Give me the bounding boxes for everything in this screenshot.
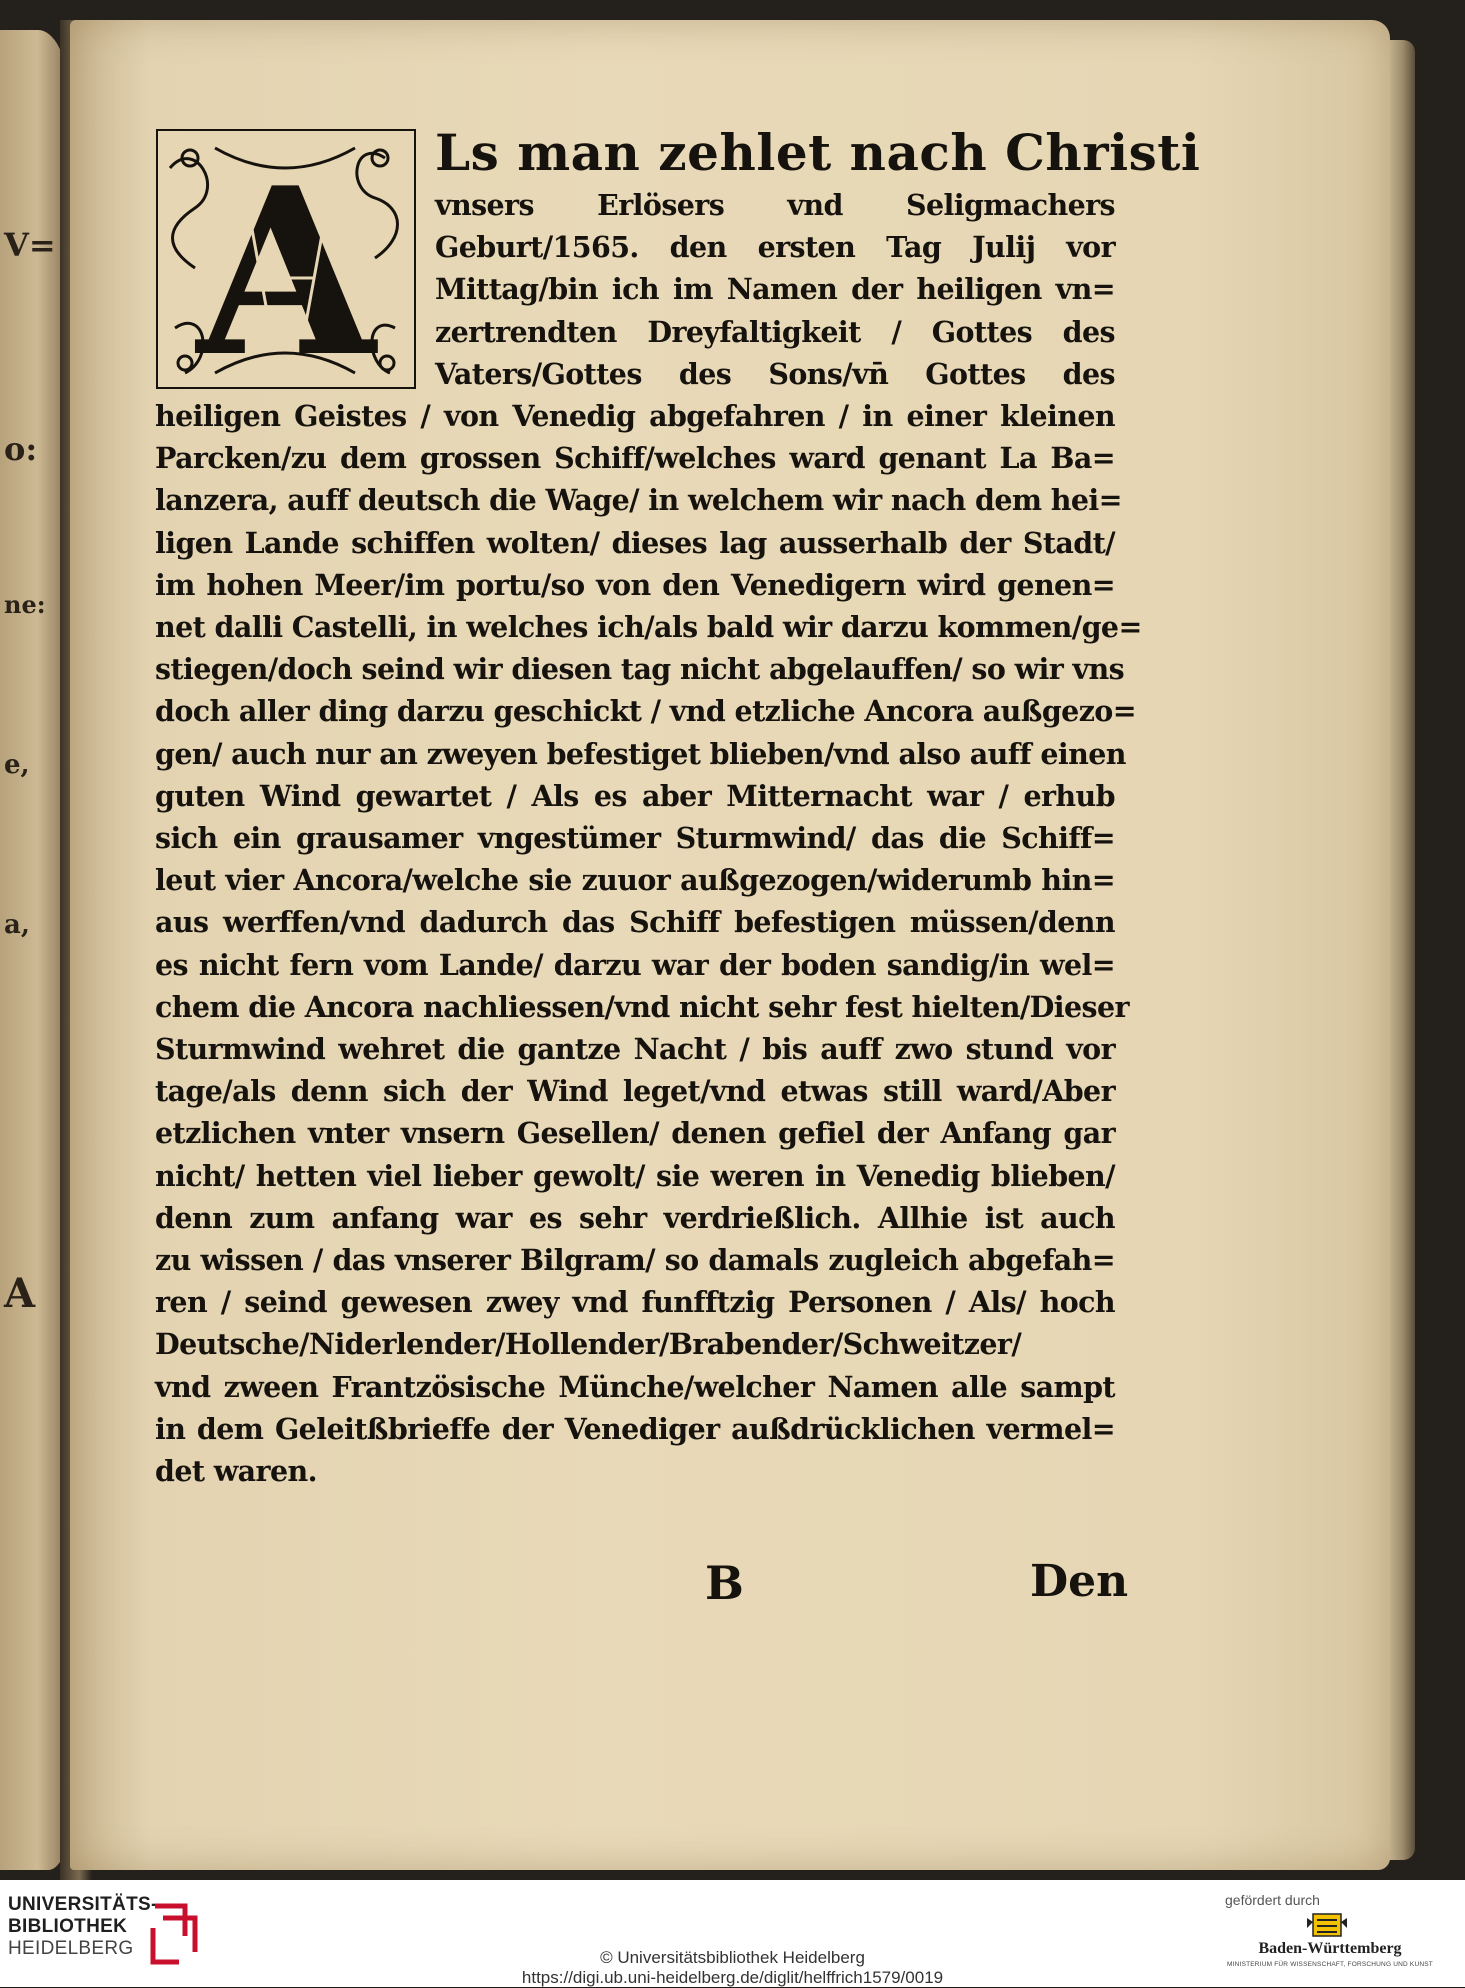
text-line: net dalli Castelli, in welches ich/als bald wir darzu kommen/ge=: [155, 610, 1142, 644]
text-line: vnsers Erlösers vnd Seligmachers: [435, 188, 1115, 222]
text-line: stiegen/doch seind wir diesen tag nicht abgelauffen/ so wir vns: [155, 652, 1125, 687]
margin-fragment: V=: [4, 226, 56, 264]
text-line: zertrendten Dreyfaltigkeit / Gottes des: [435, 314, 1115, 349]
catchword: Den: [1030, 1556, 1129, 1607]
library-name-line: BIBLIOTHEK: [8, 1916, 128, 1937]
funder-ministry: MINISTERIUM FÜR WISSENSCHAFT, FORSCHUNG UND KUNST: [1227, 1961, 1433, 1968]
text-line: ren / seind gewesen zwey vnd funfftzig Personen / Als/ hoch: [155, 1285, 1115, 1320]
text-line: nicht/ hetten viel lieber gewolt/ sie weren in Venedig blieben/: [155, 1158, 1115, 1193]
funded-by-label: gefördert durch: [1225, 1892, 1320, 1908]
text-line: gen/ auch nur an zweyen befestiget blieben/vnd also auff einen: [155, 736, 1126, 771]
text-line: denn zum anfang war es sehr verdrießlich. Allhie ist auch: [155, 1200, 1115, 1235]
text-line: vnd zween Frantzösische Münche/welcher Namen alle sampt: [155, 1369, 1115, 1404]
text-line: Ls man zehlet nach Christi: [435, 123, 1201, 182]
text-line: Mittag/bin ich im Namen der heiligen vn=: [435, 272, 1115, 307]
text-line: det waren.: [155, 1454, 317, 1488]
copyright-text: © Universitätsbibliothek Heidelberg: [600, 1948, 865, 1967]
text-line: ligen Lande schiffen wolten/ dieses lag ausserhalb der Stadt/: [155, 525, 1115, 560]
text-line: sich ein grausamer vngestümer Sturmwind/ das die Schiff=: [155, 821, 1115, 855]
margin-fragment: A: [4, 1270, 36, 1317]
text-line: es nicht fern vom Lande/ darzu war der boden sandig/in wel=: [155, 947, 1115, 982]
previous-page-edge: [0, 30, 68, 1870]
text-line: Sturmwind wehret die gantze Nacht / bis auff zwo stund vor: [155, 1032, 1115, 1066]
text-line: in dem Geleitßbrieffe der Venediger außdrücklichen vermel=: [155, 1411, 1115, 1446]
text-line: Deutsche/Niderlender/Hollender/Brabender/Schweitzer/: [155, 1327, 1022, 1362]
library-name-line: HEIDELBERG: [8, 1938, 134, 1959]
funder-name[interactable]: Baden-Württemberg: [1258, 1940, 1402, 1957]
text-line: aus werffen/vnd dadurch das Schiff befestigen müssen/denn: [155, 905, 1115, 940]
text-line: leut vier Ancora/welche sie zuuor außgezogen/widerumb hin=: [155, 863, 1115, 898]
text-line: Geburt/1565. den ersten Tag Julij vor: [435, 230, 1115, 265]
text-line: lanzera, auff deutsch die Wage/ in welchem wir nach dem hei=: [155, 483, 1122, 518]
margin-fragment: e,: [4, 750, 30, 780]
text-line: doch aller ding darzu geschickt / vnd etzliche Ancora außgezo=: [155, 694, 1136, 729]
text-line: guten Wind gewartet / Als es aber Mitternacht war / erhub: [155, 778, 1115, 813]
text-line: Parcken/zu dem grossen Schiff/welches ward genant La Ba=: [155, 441, 1115, 476]
initial-letter-text: A: [196, 138, 376, 390]
footer-bar: [0, 1880, 1465, 1987]
text-line: Vaters/Gottes des Sons/vn̄ Gottes des: [435, 356, 1115, 391]
text-line: tage/als denn sich der Wind leget/vnd etwas still ward/Aber: [155, 1074, 1115, 1109]
decorated-initial-letter: [155, 128, 417, 390]
signature-mark: B: [705, 1556, 744, 1610]
baden-wuerttemberg-crest-icon: [1305, 1910, 1349, 1940]
text-line: etzlichen vnter vnsern Gesellen/ denen gefiel der Anfang gar: [155, 1116, 1115, 1151]
text-line: im hohen Meer/im portu/so von den Venedigern wird genen=: [155, 567, 1115, 602]
text-line: heiligen Geistes / von Venedig abgefahren / in einer kleinen: [155, 399, 1115, 433]
permalink-url[interactable]: https://digi.ub.uni-heidelberg.de/diglit/helffrich1579/0019: [521, 1968, 944, 1987]
library-name-line: UNIVERSITÄTS-: [8, 1894, 158, 1915]
text-line: chem die Ancora nachliessen/vnd nicht sehr fest hielten/Dieser: [155, 989, 1129, 1024]
margin-fragment: ne:: [4, 590, 46, 619]
text-line: zu wissen / das vnserer Bilgram/ so damals zugleich abgefah=: [155, 1243, 1115, 1277]
margin-fragment: o:: [4, 430, 38, 468]
margin-fragment: a,: [4, 910, 30, 940]
